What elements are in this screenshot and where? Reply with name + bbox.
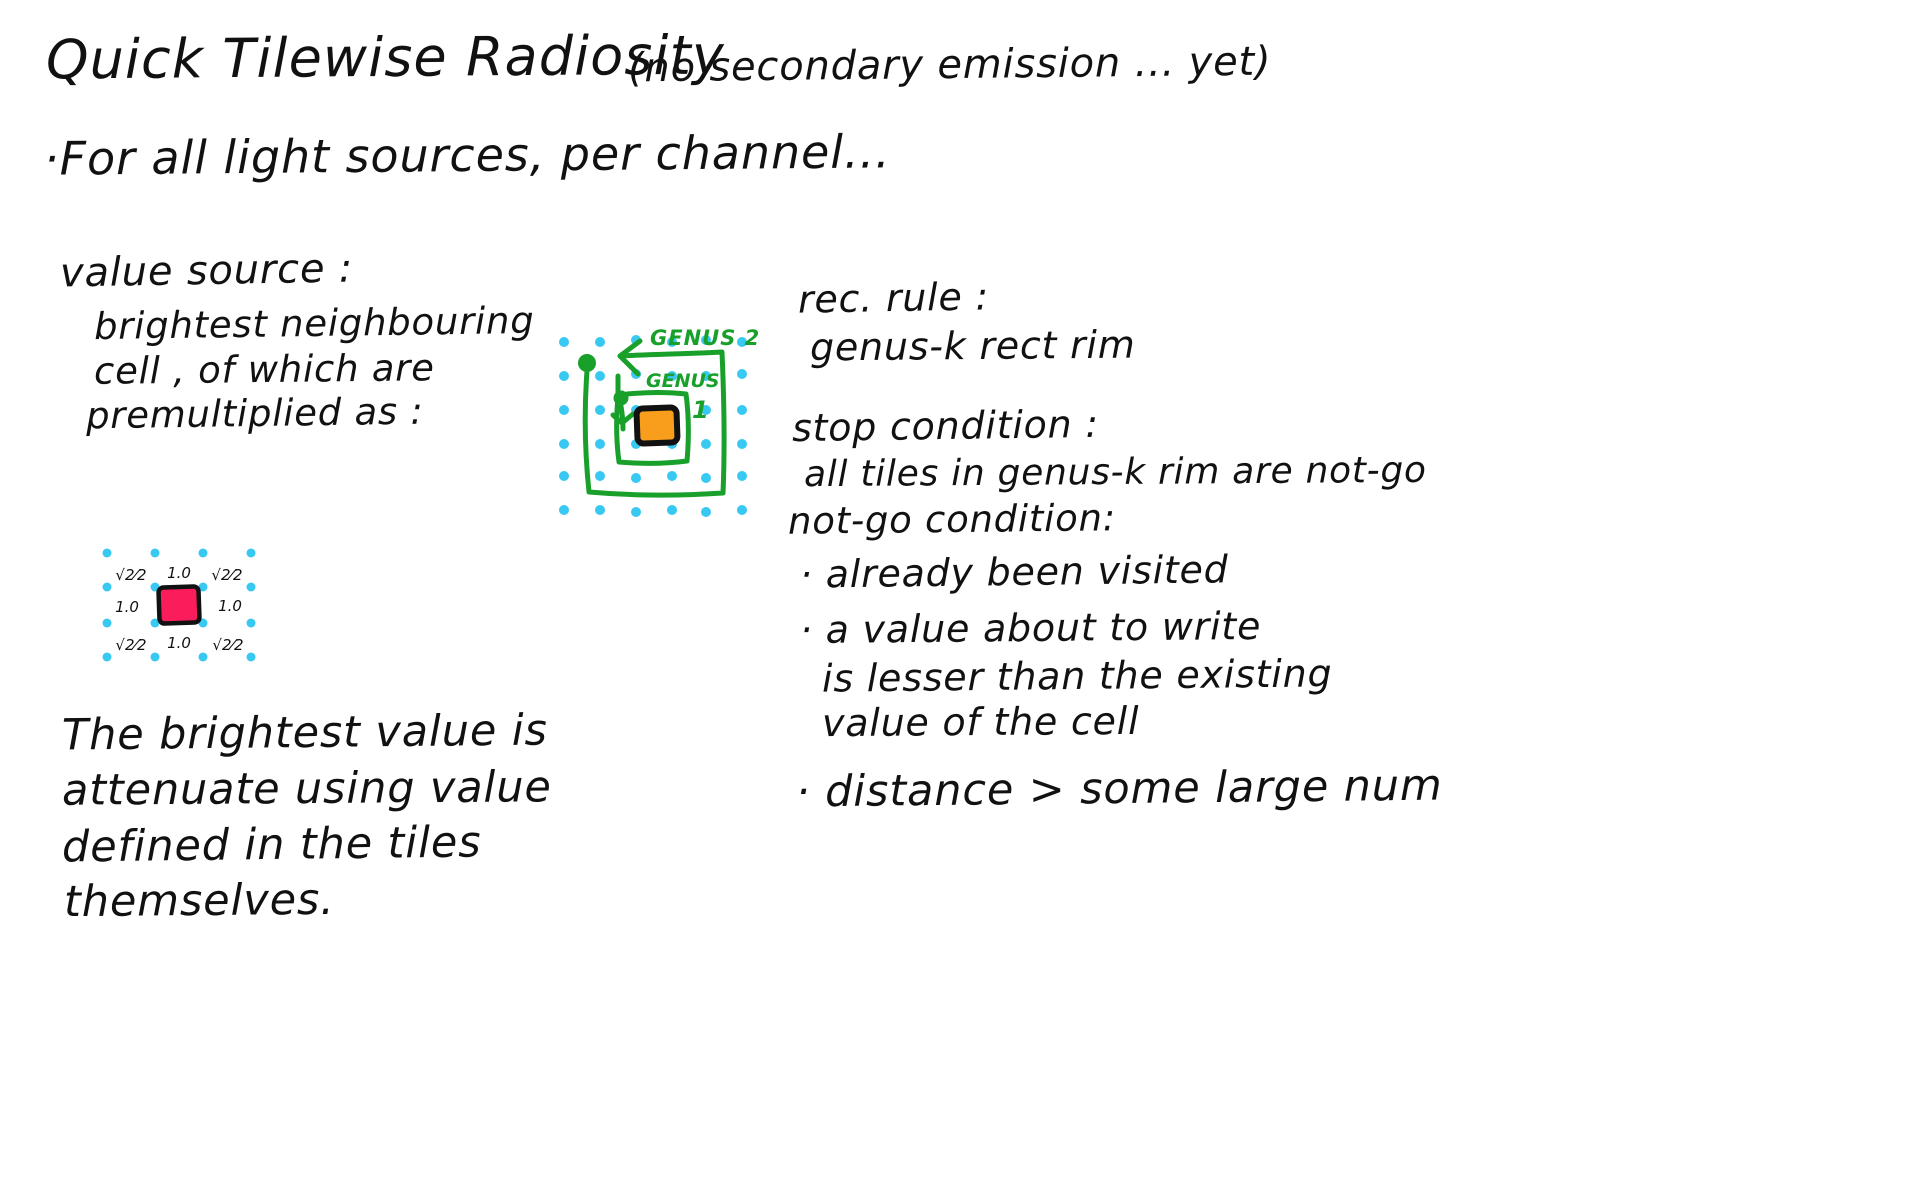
not-go-bullet-continuation: value of the cell — [821, 698, 1140, 746]
weight-mid-right: 1.0 — [218, 597, 242, 615]
weights-grid-diagram — [100, 540, 275, 672]
value-source-line: cell , of which are — [93, 346, 435, 393]
genus1-label: GENUS — [646, 370, 720, 392]
genus1-start-dot — [614, 391, 629, 406]
genus2-label: GENUS 2 — [650, 326, 761, 350]
not-go-bullet-continuation: is lesser than the existing — [821, 651, 1333, 701]
weight-bottom-right: √2⁄2 — [212, 636, 244, 654]
weight-top-right: √2⁄2 — [211, 566, 243, 584]
rec-rule-heading: rec. rule : — [797, 274, 990, 322]
page-title-aside: (no secondary emission ... yet) — [627, 38, 1272, 92]
attenuation-note-line: The brightest value is — [61, 705, 548, 761]
weight-top-center: 1.0 — [167, 564, 191, 582]
genus2-start-dot — [578, 354, 596, 372]
not-go-bullet: · already been visited — [799, 547, 1229, 597]
not-go-bullet: · distance > some large num — [795, 760, 1443, 818]
page-title: Quick Tilewise Radiosity — [45, 23, 726, 92]
genus1-number: 1 — [692, 396, 709, 424]
pink-source-cell — [158, 586, 199, 623]
weight-mid-left: 1.0 — [115, 598, 139, 616]
weight-bottom-center: 1.0 — [167, 634, 191, 652]
value-source-heading: value source : — [59, 245, 354, 297]
rec-rule-body: genus-k rect rim — [809, 322, 1136, 370]
value-source-line: premultiplied as : — [85, 389, 424, 438]
attenuation-note-line: themselves. — [63, 874, 335, 928]
attenuation-note-line: defined in the tiles — [61, 817, 482, 873]
intro-line: ·For all light sources, per channel... — [43, 124, 891, 186]
orange-source-tile — [636, 407, 677, 443]
weight-bottom-left: √2⁄2 — [115, 636, 147, 654]
stop-condition-heading: stop condition : — [791, 401, 1100, 451]
genus-rim-diagram — [548, 312, 763, 544]
weight-top-left: √2⁄2 — [115, 566, 147, 584]
value-source-line: brightest neighbouring — [93, 298, 535, 349]
not-go-bullet: · a value about to write — [799, 603, 1262, 653]
stop-condition-body: all tiles in genus-k rim are not-go — [803, 449, 1427, 496]
attenuation-note-line: attenuate using value — [61, 762, 552, 816]
not-go-heading: not-go condition: — [787, 496, 1117, 543]
